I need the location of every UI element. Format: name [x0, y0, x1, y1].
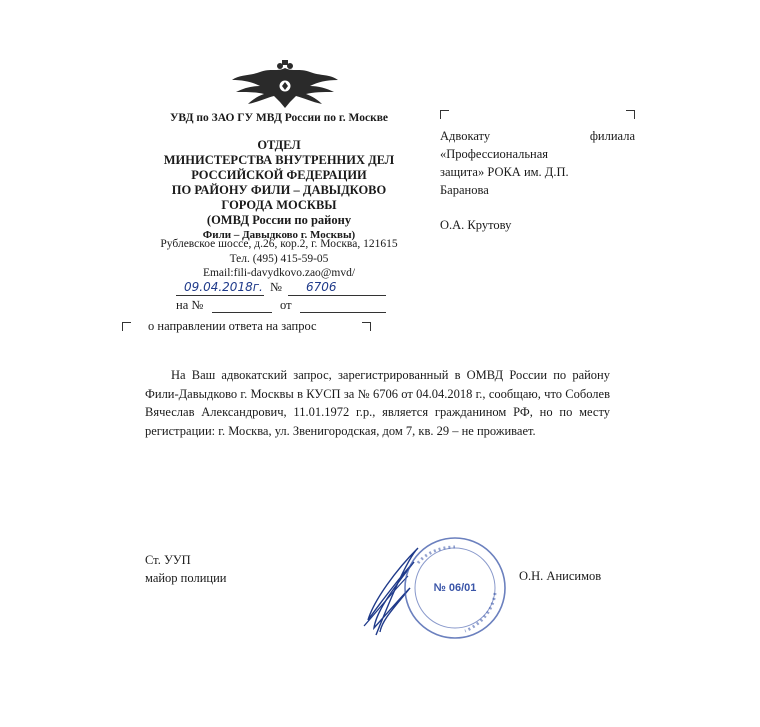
org-line: РОССИЙСКОЙ ФЕДЕРАЦИИ — [191, 168, 367, 182]
org-line: ОТДЕЛ — [257, 138, 301, 152]
address: Рублевское шоссе, д.26, кор.2, г. Москва, 121615 — [160, 238, 398, 250]
organization-name — [148, 138, 410, 242]
org-short-name-2: Фили – Давыдково г. Москвы) — [202, 229, 356, 241]
recipient-line: Баранова — [440, 183, 489, 197]
org-short-name: (ОМВД России по району — [206, 213, 352, 227]
reference-line — [176, 298, 388, 314]
org-line: ПО РАЙОНУ ФИЛИ – ДАВЫДКОВО — [171, 183, 387, 197]
double-headed-eagle-icon — [230, 58, 340, 110]
outgoing-date: 09.04.2018г. — [184, 280, 263, 294]
outgoing-number: 6706 — [306, 280, 337, 294]
official-stamp — [360, 533, 510, 643]
outgoing-number-line — [176, 280, 388, 298]
recipient-name: О.А. Крутову — [440, 218, 512, 232]
subject-corner-left — [122, 322, 131, 331]
org-line: ГОРОДА МОСКВЫ — [221, 198, 337, 212]
org-line: МИНИСТЕРСТВА ВНУТРЕННИХ ДЕЛ — [163, 153, 395, 167]
subject-corner-right — [362, 322, 371, 331]
recipient-line: «Профессиональная — [440, 147, 549, 161]
recipient-line: защита» РОКА им. Д.П. — [440, 165, 569, 179]
stamp-number: № 06/01 — [433, 582, 477, 594]
email: Email:fili-davydkovo.zao@mvd/ — [202, 267, 356, 279]
reference-prefix: на № — [176, 298, 204, 312]
recipient-corner-left — [440, 110, 449, 119]
department-header: УВД по ЗАО ГУ МВД России по г. Москве — [169, 112, 389, 124]
contact-block — [148, 237, 410, 281]
letter-body: На Ваш адвокатский запрос, зарегистрированный в ОМВД России по району Фили-Давыдково г. Москвы в КУСП за № 6706 от 04.04.2018 г., сообщаю, что Соболев Вячеслав Александрович, 11.01.1972 г.р., является гражданином РФ, но по месту регистрации: г. Москва, ул. Звенигородская, дом 7, кв. 29 – не проживает. — [145, 368, 610, 438]
phone: Тел. (495) 415-59-05 — [229, 252, 329, 265]
number-label: № — [270, 280, 282, 294]
signatory-name: О.Н. Анисимов — [519, 569, 602, 583]
recipient-block — [440, 127, 635, 234]
recipient-line: Адвокату филиала — [440, 129, 635, 143]
subject-line: о направлении ответа на запрос — [148, 319, 317, 333]
signatory-position: Ст. УУП майор полиции — [145, 553, 227, 585]
recipient-corner-right — [626, 110, 635, 119]
reference-from: от — [280, 298, 292, 312]
